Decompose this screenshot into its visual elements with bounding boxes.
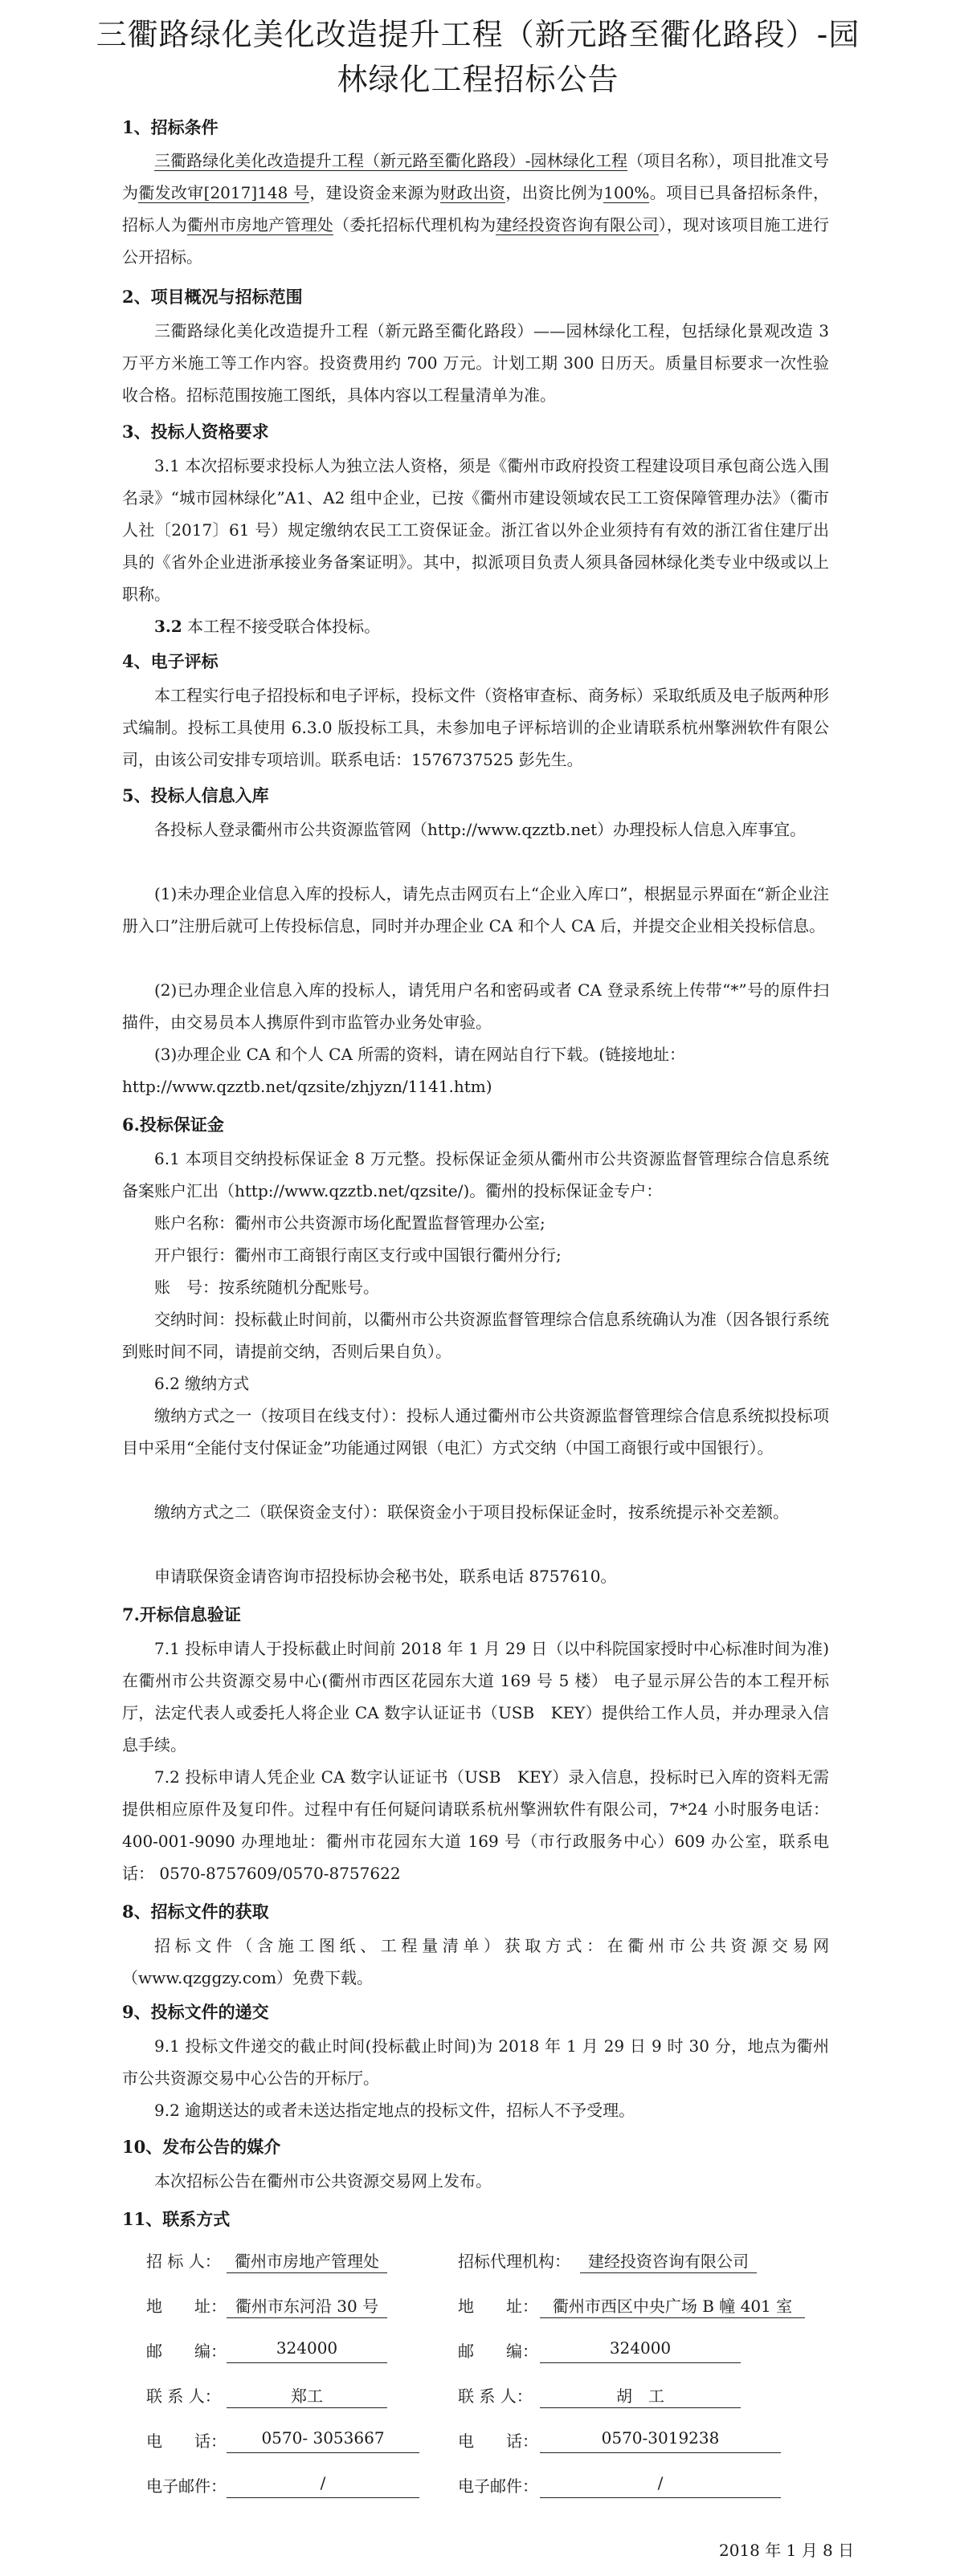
- agency-email: /: [540, 2473, 781, 2498]
- agency-address: 衢州市西区中央广场 B 幢 401 室: [540, 2293, 805, 2318]
- payment-deadline: 交纳时间：投标截止时间前，以衢州市公共资源监督管理综合信息系统确认为准（因各银行系统到账时间不同，请提前交纳，否则后果自负）。: [122, 1310, 829, 1361]
- agency-contact: 胡 工: [540, 2383, 741, 2408]
- section-heading-6: 6.投标保证金: [122, 1115, 224, 1135]
- account-name: 账户名称：衢州市公共资源市场化配置监督管理办公室;: [154, 1213, 545, 1233]
- fund-ratio: 100%: [603, 183, 650, 202]
- download-link[interactable]: http://www.qzztb.net/qzsite/zhjyzn/1141.htm): [122, 1077, 492, 1096]
- tenderer-name: 衢州市房地产管理处: [186, 215, 334, 234]
- title-line-1: 三衢路绿化美化改造提升工程（新元路至衢化路段）-园: [96, 17, 860, 52]
- section-heading-9: 9、投标文件的递交: [122, 2002, 269, 2022]
- agency-value: 建经投资咨询有限公司: [580, 2248, 757, 2273]
- section-8-body: 招标文件（含施工图纸、工程量清单）获取方式：在衢州市公共资源交易网（www.qzggzy.com）免费下载。: [122, 1936, 829, 1987]
- section-heading-7: 7.开标信息验证: [122, 1604, 241, 1624]
- account-number: 账 号：按系统随机分配账号。: [154, 1278, 379, 1297]
- tenderer-value: 衢州市房地产管理处: [227, 2248, 387, 2273]
- bank-name: 开户银行：衢州市工商银行南区支行或中国银行衢州分行;: [154, 1245, 562, 1265]
- section-heading-3: 3、投标人资格要求: [122, 422, 269, 442]
- payment-method-1: 缴纳方式之一（按项目在线支付）：投标人通过衢州市公共资源监督管理综合信息系统拟投标项目中采用“全能付支付保证金”功能通过网银（电汇）方式交纳（中国工商银行或中国银行）。: [122, 1406, 829, 1457]
- contact-row-5: 电 话： 0570- 3053667 电 话： 0570-3019238: [122, 2428, 845, 2460]
- approval-number: 衢发改审[2017]148 号: [138, 183, 310, 202]
- section-heading-2: 2、项目概况与招标范围: [122, 287, 303, 307]
- section-4-body: 本工程实行电子招投标和电子评标，投标文件（资格审查标、商务标）采取纸质及电子版两种形式编制。投标工具使用 6.3.0 版投标工具，未参加电子评标培训的企业请联系杭州擎洲软件有限公司，由该公司安排专项培训。联系电话：1576737525 彭先生。: [122, 686, 829, 769]
- section-heading-4: 4、电子评标: [122, 651, 219, 671]
- tenderer-postcode: 324000: [227, 2338, 387, 2363]
- tenderer-contact: 郑工: [227, 2383, 387, 2408]
- section-5-intro: 各投标人登录衢州市公共资源监管网（http://www.qzztb.net）办理投标人信息入库事宜。: [154, 820, 807, 839]
- section-heading-8: 8、招标文件的获取: [122, 1901, 269, 1922]
- section-6-2-title: 6.2 缴纳方式: [154, 1374, 250, 1393]
- section-3-1-body: 3.1 本次招标要求投标人为独立法人资格，须是《衢州市政府投资工程建设项目承包商公选入围名录》“城市园林绿化”A1、A2 组中企业，已按《衢州市建设领域农民工工资保障管理办法》（衢市人社〔2017〕61 号）规定缴纳农民工工资保证金。浙江省以外企业须持有有效的浙江省住建厅出具的《省外企业进浙承接业务备案证明》。其中，拟派项目负责人须具备园林绿化类专业中级或以上职称。: [122, 456, 829, 604]
- section-2-body: 三衢路绿化美化改造提升工程（新元路至衢化路段）——园林绿化工程，包括绿化景观改造 3 万平方米施工等工作内容。投资费用约 700 万元。计划工期 300 日历天。质量目标要求一次性验收合格。招标范围按施工图纸，具体内容以工程量清单为准。: [122, 321, 829, 405]
- section-7-2-body: 7.2 投标申请人凭企业 CA 数字认证证书（USB KEY）录入信息，投标时已入库的资料无需提供相应原件及复印件。过程中有任何疑问请联系杭州擎洲软件有限公司，7*24 小时服务电话：400-001-9090 办理地址：衢州市花园东大道 169 号（市行政服务中心）609 办公室，联系电话： 0570-8757609/0570-8757622: [122, 1767, 829, 1883]
- section-9-1-body: 9.1 投标文件递交的截止时间(投标截止时间)为 2018 年 1 月 29 日 9 时 30 分，地点为衢州市公共资源交易中心公告的开标厅。: [122, 2036, 829, 2088]
- agency-postcode: 324000: [540, 2338, 741, 2363]
- title-line-2: 林绿化工程招标公告: [337, 62, 619, 97]
- section-heading-5: 5、投标人信息入库: [122, 785, 269, 805]
- section-10-body: 本次招标公告在衢州市公共资源交易网上发布。: [154, 2171, 492, 2191]
- project-name: 三衢路绿化美化改造提升工程（新元路至衢化路段）-园林绿化工程: [154, 151, 628, 170]
- section-3-2-body: 3.2 本工程不接受联合体投标。: [154, 617, 381, 636]
- section-1-body: 三衢路绿化美化改造提升工程（新元路至衢化路段）-园林绿化工程（项目名称），项目批准文号为衢发改审[2017]148 号，建设资金来源为财政出资，出资比例为100%。项目已具备招标条件，招标人为衢州市房地产管理处（委托招标代理机构为建经投资咨询有限公司），现对该项目施工进行公开招标。: [122, 151, 830, 267]
- contact-row-2: 地 址： 衢州市东河沿 30 号 地 址： 衢州市西区中央广场 B 幢 401 室: [122, 2293, 845, 2325]
- tenderer-phone: 0570- 3053667: [227, 2428, 419, 2453]
- guarantee-contact: 申请联保资金请咨询市招投标协会秘书处，联系电话 8757610。: [154, 1567, 617, 1586]
- section-9-2-body: 9.2 逾期送达的或者未送达指定地点的投标文件，招标人不予受理。: [154, 2101, 635, 2120]
- tenderer-address: 衢州市东河沿 30 号: [227, 2293, 387, 2318]
- notice-date: 2018 年 1 月 8 日: [719, 2541, 855, 2560]
- contact-row-6: 电子邮件： / 电子邮件： /: [122, 2473, 845, 2505]
- contact-row-1: 招 标 人： 衢州市房地产管理处 招标代理机构： 建经投资咨询有限公司: [122, 2248, 845, 2280]
- agency-phone: 0570-3019238: [540, 2428, 781, 2453]
- contact-row-3: 邮 编： 324000 邮 编： 324000: [122, 2338, 845, 2370]
- section-5-item-1: (1)未办理企业信息入库的投标人，请先点击网页右上“企业入库口”，根据显示界面在“新企业注册入口”注册后就可上传投标信息，同时并办理企业 CA 和个人 CA 后，并提交企业相关投标信息。: [122, 884, 829, 935]
- agency-name: 建经投资咨询有限公司: [496, 215, 659, 234]
- section-heading-11: 11、联系方式: [122, 2209, 231, 2229]
- payment-method-2: 缴纳方式之二（联保资金支付）：联保资金小于项目投标保证金时，按系统提示补交差额。: [154, 1502, 789, 1522]
- fund-source: 财政出资: [439, 183, 506, 202]
- contact-row-4: 联 系 人： 郑工 联 系 人： 胡 工: [122, 2383, 845, 2415]
- section-5-item-3: (3)办理企业 CA 和个人 CA 所需的资料，请在网站自行下载。(链接地址：: [154, 1045, 686, 1064]
- section-heading-1: 1、招标条件: [122, 117, 219, 137]
- section-heading-10: 10、发布公告的媒介: [122, 2137, 281, 2157]
- tenderer-email: /: [227, 2473, 419, 2498]
- section-5-item-2: (2)已办理企业信息入库的投标人，请凭用户名和密码或者 CA 登录系统上传带“*”号的原件扫描件，由交易员本人携原件到市监管办业务处审验。: [122, 980, 829, 1032]
- section-7-1-body: 7.1 投标申请人于投标截止时间前 2018 年 1 月 29 日（以中科院国家授时中心标准时间为准)在衢州市公共资源交易中心(衢州市西区花园东大道 169 号 5 楼） 电子显示屏公告的本工程开标厅，法定代表人或委托人将企业 CA 数字认证证书（USB KEY）提供给工作人员，并办理录入信息手续。: [122, 1639, 829, 1755]
- section-6-1-body: 6.1 本项目交纳投标保证金 8 万元整。投标保证金须从衢州市公共资源监督管理综合信息系统备案账户汇出（http://www.qzztb.net/qzsite/)。衢州的投标保证金专户：: [122, 1149, 829, 1200]
